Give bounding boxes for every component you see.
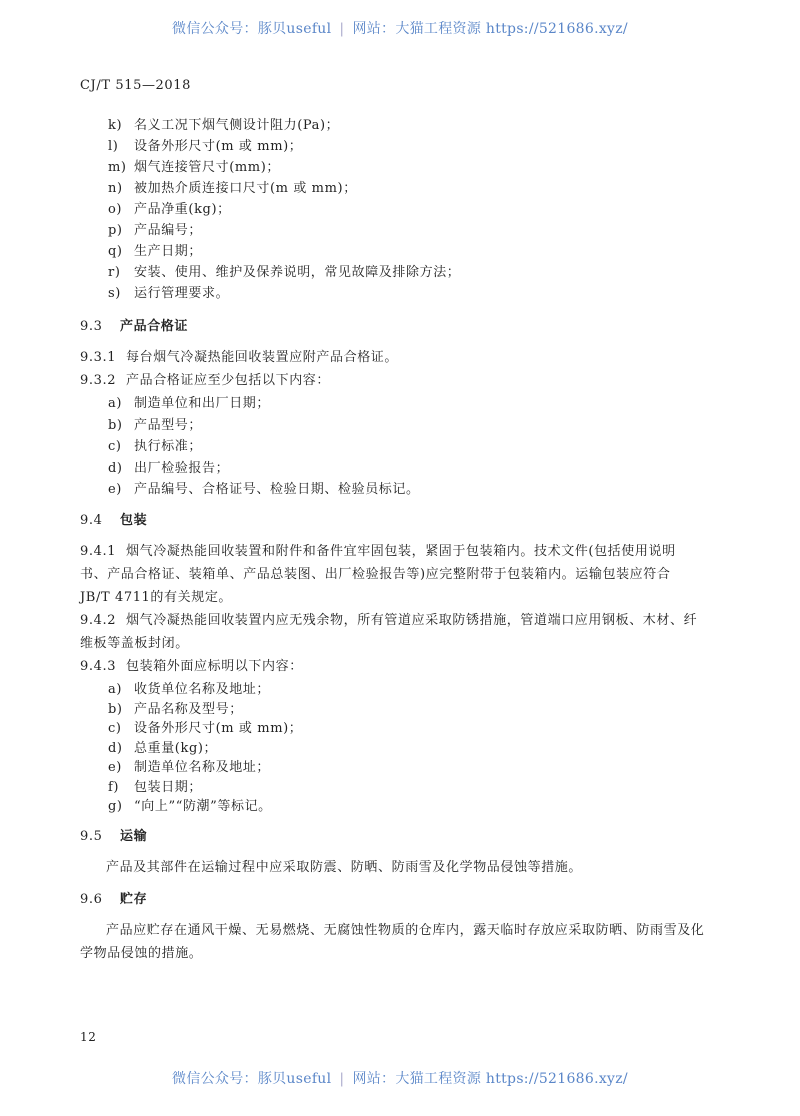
section-title: 贮存 [120,892,148,907]
clause-number: 9.4.2 [80,613,117,628]
watermark-separator: | [339,1071,345,1087]
section-number: 9.4 [80,513,103,528]
list-item [108,285,229,303]
clause-text-line: 书、产品合格证、装箱单、产品总装图、出厂检验报告等)应完整附带于包装箱内。运输包装应符合 [80,567,671,582]
watermark-right: 网站：大猫工程资源 https://521686.xyz/ [352,1071,628,1087]
section-heading-9-3 [80,318,188,336]
list-item-text: 总重量(kg)； [134,740,218,756]
list-item-label: m) [108,160,127,175]
section-heading-9-5 [80,828,147,846]
list-item-text: 制造单位名称及地址； [134,760,271,775]
list-item-label: r) [108,265,121,280]
list-item-label: k) [108,118,123,133]
list-item-label: e) [108,760,122,775]
section-number: 9.5 [80,829,103,844]
watermark-left: 微信公众号：豚贝useful [172,21,332,37]
section-text: 产品及其部件在运输过程中应采取防震、防晒、防雨雪及化学物品侵蚀等措施。 [106,860,583,875]
clause-text: 包装箱外面应标明以下内容： [126,659,303,674]
section-number: 9.3 [80,319,103,334]
list-item [108,180,357,198]
list-item-text: 产品型号； [134,417,203,433]
list-item-label: o) [108,202,123,217]
list-item-text: 出厂检验报告； [134,460,230,476]
list-item-text: 产品编号、合格证号、检验日期、检验员标记。 [134,482,420,497]
clause-text: 烟气冷凝热能回收装置内应无残余物，所有管道应采取防锈措施，管道端口应用钢板、木材、纤 [126,613,698,628]
section-heading-9-6 [80,891,147,909]
list-item-text: 烟气连接管尺寸(mm)； [134,160,280,175]
clause-9-4-2 [80,612,697,630]
list-item [108,798,272,816]
list-item-text: 收货单位名称及地址； [134,682,271,697]
list-item [108,138,302,156]
list-item-label: b) [108,701,123,717]
list-item [108,117,339,135]
watermark-right: 网站：大猫工程资源 https://521686.xyz/ [352,21,628,37]
clause-number: 9.4.1 [80,544,117,559]
list-item-label: c) [108,721,122,736]
list-item-label: s) [108,286,121,301]
list-item [108,243,202,261]
clause-text: 烟气冷凝热能回收装置和附件和备件宜牢固包装，紧固于包装箱内。技术文件(包括使用说明 [126,544,676,559]
list-item-label: e) [108,482,122,497]
list-item-text: 被加热介质连接口尺寸(m 或 mm)； [134,181,357,196]
list-item [108,701,243,719]
list-item [108,720,302,738]
list-item-label: l) [108,139,119,154]
clause-9-4-1 [80,543,676,561]
list-item [108,779,202,797]
list-item-text: 设备外形尺寸(m 或 mm)； [134,721,303,736]
list-item-text: 执行标准； [134,439,203,454]
list-item-label: q) [108,244,123,259]
list-item [108,264,460,282]
section-title: 包装 [120,513,148,528]
section-title: 产品合格证 [120,319,189,334]
list-item [108,681,270,699]
list-item-label: n) [108,181,123,196]
list-item [108,395,270,413]
watermark-top [0,18,800,38]
clause-text: 每台烟气冷凝热能回收装置应附产品合格证。 [126,350,399,365]
watermark-bottom [0,1068,800,1088]
clause-number: 9.4.3 [80,659,117,674]
section-text: 产品应贮存在通风干燥、无易燃烧、无腐蚀性物质的仓库内，露天临时存放应采取防晒、防雨雪及化 [106,923,705,938]
list-item-text: 产品名称及型号； [134,701,243,717]
list-item-text: 制造单位和出厂日期； [134,396,271,411]
list-item-label: d) [108,740,123,756]
list-item-text: 包装日期； [134,779,203,795]
clause-9-4-3 [80,658,303,676]
clause-text: 产品合格证应至少包括以下内容： [126,373,331,388]
clause-number: 9.3.1 [80,350,117,365]
clause-9-3-2 [80,372,330,390]
list-item-text: 安装、使用、维护及保养说明，常见故障及排除方法； [134,265,461,280]
list-item-label: d) [108,460,123,476]
clause-text-line: JB/T 4711的有关规定。 [80,590,233,605]
list-item-text: 设备外形尺寸(m 或 mm)； [134,139,303,154]
list-item-label: a) [108,396,123,411]
list-item-text: 生产日期； [134,244,203,259]
section-text-line: 学物品侵蚀的措施。 [80,946,203,961]
list-item-label: f) [108,779,120,795]
watermark-left: 微信公众号：豚贝useful [172,1071,332,1087]
list-item-label: b) [108,417,123,433]
list-item [108,438,202,456]
list-item [108,201,231,219]
list-item [108,222,202,240]
section-number: 9.6 [80,892,103,907]
page-number: 12 [80,1030,97,1044]
clause-number: 9.3.2 [80,373,117,388]
list-item-text: 产品净重(kg)； [134,202,231,217]
section-title: 运输 [120,829,148,844]
list-item-label: c) [108,439,122,454]
list-item-label: g) [108,799,123,814]
list-item-text: 产品编号； [134,223,203,238]
list-item [108,417,202,435]
list-item-text: “向上”“防潮”等标记。 [134,799,272,814]
standard-code: CJ/T 515—2018 [80,78,192,93]
list-item-label: p) [108,223,123,238]
section-heading-9-4 [80,512,147,530]
list-item [108,740,217,758]
clause-9-3-1 [80,349,398,367]
list-item-label: a) [108,682,123,697]
list-item-text: 名义工况下烟气侧设计阻力(Pa)； [134,118,340,133]
watermark-separator: | [339,21,345,37]
list-item [108,159,280,177]
list-item-text: 运行管理要求。 [134,286,230,301]
list-item [108,481,420,499]
list-item [108,460,229,478]
clause-text-line: 维板等盖板封闭。 [80,636,189,651]
list-item [108,759,270,777]
